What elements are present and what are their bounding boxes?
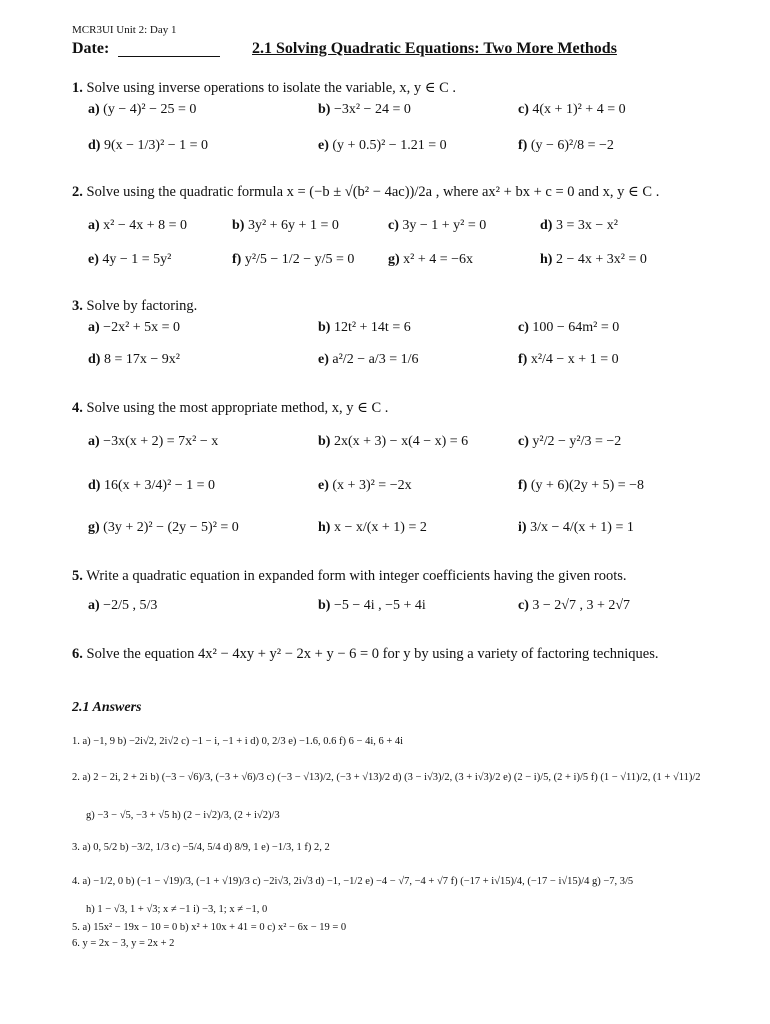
q3-part-f: f) x²/4 − x + 1 = 0	[518, 352, 619, 367]
q2-part-g: g) x² + 4 = −6x	[388, 252, 474, 267]
q4-part-h: h) x − x/(x + 1) = 2	[318, 520, 427, 535]
q1-part-c: c) 4(x + 1)² + 4 = 0	[518, 102, 626, 117]
q3-part-a: a) −2x² + 5x = 0	[88, 320, 181, 335]
q1-part-a: a) (y − 4)² − 25 = 0	[88, 102, 197, 117]
question-6-prompt: 6. Solve the equation 4x² − 4xy + y² − 2x + y − 6 = 0 for y by using a variety of factoring techniques.	[72, 646, 659, 662]
page-title: 2.1 Solving Quadratic Equations: Two More Methods	[252, 40, 617, 57]
q4-part-d: d) 16(x + 3/4)² − 1 = 0	[88, 478, 216, 493]
course-code: MCR3UI Unit 2: Day 1	[72, 24, 177, 36]
date-label: Date:	[72, 40, 110, 57]
q2-part-d: d) 3 = 3x − x²	[540, 218, 618, 233]
q2-part-a: a) x² − 4x + 8 = 0	[88, 218, 188, 233]
q4-part-c: c) y²/2 − y²/3 = −2	[518, 434, 622, 449]
answers-line-2: 2. a) 2 − 2i, 2 + 2i b) (−3 − √6)/3, (−3 + √6)/3 c) (−3 − √13)/2, (−3 + √13)/2 d) (3 − i√3)/2, (3 + i√3)/2 e) (2 − i)/5, (2 + i)/5 f) (1 − √11)/2, (1 + √11)/2	[72, 772, 701, 783]
question-3-prompt: 3. Solve by factoring.	[72, 298, 198, 314]
q2-part-b: b) 3y² + 6y + 1 = 0	[232, 218, 339, 233]
q4-part-b: b) 2x(x + 3) − x(4 − x) = 6	[318, 434, 469, 449]
q2-part-e: e) 4y − 1 = 5y²	[88, 252, 172, 267]
q5-part-c: c) 3 − 2√7 , 3 + 2√7	[518, 598, 631, 613]
q4-part-a: a) −3x(x + 2) = 7x² − x	[88, 434, 219, 449]
q1-part-e: e) (y + 0.5)² − 1.21 = 0	[318, 138, 447, 153]
q3-part-d: d) 8 = 17x − 9x²	[88, 352, 180, 367]
q1-part-f: f) (y − 6)²/8 = −2	[518, 138, 614, 153]
q1-part-d: d) 9(x − 1/3)² − 1 = 0	[88, 138, 209, 153]
q4-part-g: g) (3y + 2)² − (2y − 5)² = 0	[88, 520, 239, 535]
q3-part-c: c) 100 − 64m² = 0	[518, 320, 620, 335]
question-4-prompt: 4. Solve using the most appropriate method, x, y ∈ C .	[72, 400, 389, 416]
answers-line-4: 3. a) 0, 5/2 b) −3/2, 1/3 c) −5/4, 5/4 d) 8/9, 1 e) −1/3, 1 f) 2, 2	[72, 842, 330, 853]
q2-part-f: f) y²/5 − 1/2 − y/5 = 0	[232, 252, 355, 267]
q2-part-c: c) 3y − 1 + y² = 0	[388, 218, 487, 233]
date-blank-line	[118, 56, 220, 57]
answers-title: 2.1 Answers	[72, 700, 142, 715]
q5-part-b: b) −5 − 4i , −5 + 4i	[318, 598, 426, 613]
q3-part-b: b) 12t² + 14t = 6	[318, 320, 411, 335]
question-2-prompt: 2. Solve using the quadratic formula x = (−b ± √(b² − 4ac))/2a , where ax² + bx + c = 0 and x, y ∈ C .	[72, 184, 660, 200]
q1-part-b: b) −3x² − 24 = 0	[318, 102, 411, 117]
answers-line-3: g) −3 − √5, −3 + √5 h) (2 − i√2)/3, (2 + i√2)/3	[86, 810, 280, 821]
answers-line-5: 4. a) −1/2, 0 b) (−1 − √19)/3, (−1 + √19)/3 c) −2i√3, 2i√3 d) −1, −1/2 e) −4 − √7, −4 + √7 f) (−17 + i√15)/4, (−17 − i√15)/4 g) −7, 3/5	[72, 876, 634, 887]
q4-part-e: e) (x + 3)² = −2x	[318, 478, 412, 493]
q4-part-f: f) (y + 6)(2y + 5) = −8	[518, 478, 645, 493]
q2-part-h: h) 2 − 4x + 3x² = 0	[540, 252, 647, 267]
answers-line-7: 5. a) 15x² − 19x − 10 = 0 b) x² + 10x + 41 = 0 c) x² − 6x − 19 = 0	[72, 922, 347, 933]
q5-part-a: a) −2/5 , 5/3	[88, 598, 158, 613]
q4-part-i: i) 3/x − 4/(x + 1) = 1	[518, 520, 634, 535]
question-5-prompt: 5. Write a quadratic equation in expanded form with integer coefficients having the given roots.	[72, 568, 627, 584]
question-1-prompt: 1. Solve using inverse operations to isolate the variable, x, y ∈ C .	[72, 80, 457, 96]
answers-line-1: 1. a) −1, 9 b) −2i√2, 2i√2 c) −1 − i, −1 + i d) 0, 2/3 e) −1.6, 0.6 f) 6 − 4i, 6 + 4i	[72, 736, 404, 747]
answers-line-8: 6. y = 2x − 3, y = 2x + 2	[72, 938, 175, 949]
q3-part-e: e) a²/2 − a/3 = 1/6	[318, 352, 419, 367]
answers-line-6: h) 1 − √3, 1 + √3; x ≠ −1 i) −3, 1; x ≠ −1, 0	[86, 904, 268, 915]
